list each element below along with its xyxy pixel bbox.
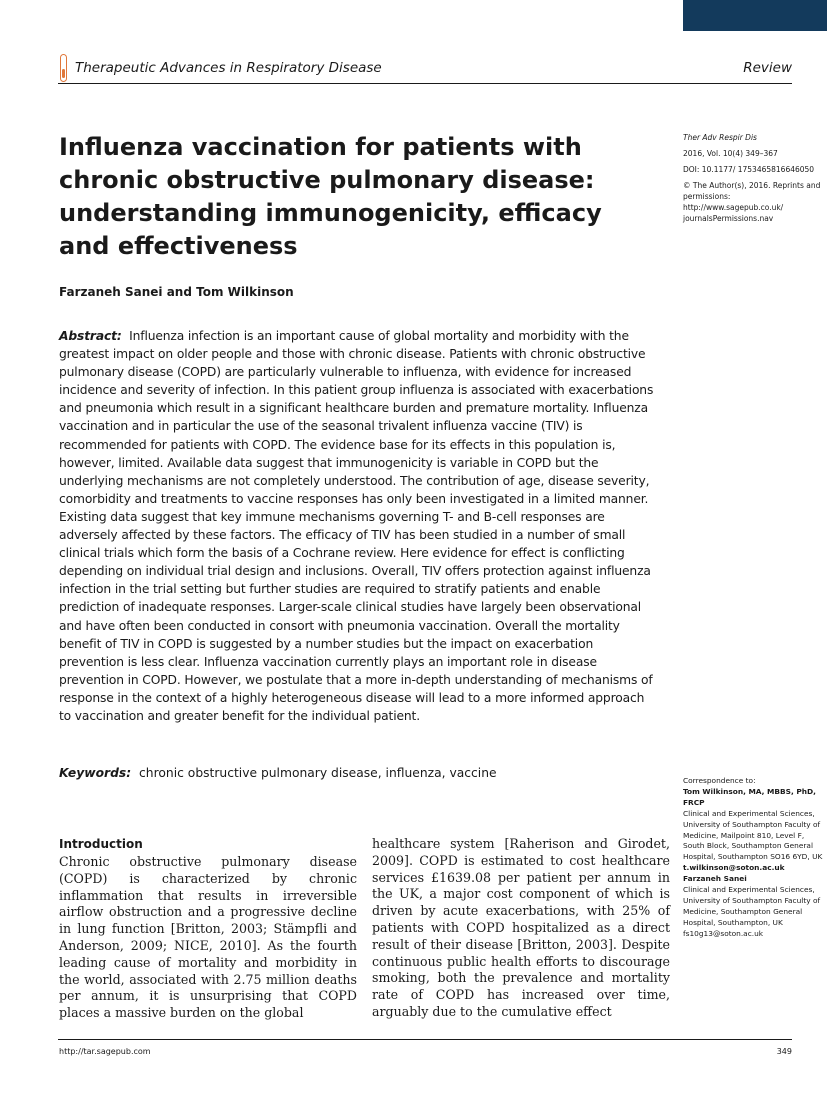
- footer-divider: [58, 1039, 792, 1040]
- body-text-left: Chronic obstructive pulmonary disease (COPD) is characterized by chronic inflammation that results in irreversible airflow obstruction and a progressive decline in lung function [Britton, 2003; Stämpfli and Anderson, 2009; NICE, 2010]. As the fourth leading cause of mortality and morbidity in the world, associated with 2.75 million deaths per annum, it is unsurprising that COPD places a massive burden on the global: [59, 854, 357, 1021]
- correspondent-name: Tom Wilkinson, MA, MBBS, PhD, FRCP: [683, 786, 816, 807]
- corner-color-block: [683, 0, 827, 31]
- abstract-label: Abstract:: [59, 329, 122, 343]
- journal-abbreviation: Ther Adv Respir Dis: [683, 133, 757, 142]
- article-authors: Farzaneh Sanei and Tom Wilkinson: [59, 285, 294, 299]
- journal-tab-icon: [60, 54, 67, 82]
- footer-url[interactable]: http://tar.sagepub.com: [59, 1047, 151, 1056]
- coauthor-name: Farzaneh Sanei: [683, 874, 747, 884]
- article-meta: [683, 132, 823, 229]
- coauthor-email[interactable]: fs10g13@soton.ac.uk: [683, 928, 764, 938]
- coauthor-affiliation: Clinical and Experimental Sciences, University of Southampton Faculty of Medicine, Southampton General Hospital, Southampton, UK: [683, 885, 821, 927]
- correspondent-affiliation: Clinical and Experimental Sciences, University of Southampton Faculty of Medicine, Mailpoint 810, Level F, South Block, Southampton General Hospital, Southampton SO16 6YD, UK: [683, 808, 823, 862]
- body-column-right: [372, 836, 670, 1021]
- article-title: Influenza vaccination for patients with chronic obstructive pulmonary disease: understanding immunogenicity, efficacy and effectiveness: [59, 133, 602, 260]
- doi: DOI: 10.1177/ 1753465816646050: [683, 165, 815, 174]
- page-number: 349: [776, 1047, 792, 1056]
- abstract: [59, 327, 659, 725]
- correspondence-label: Correspondence to:: [683, 776, 756, 785]
- journal-header: [58, 53, 792, 84]
- keywords-text: chronic obstructive pulmonary disease, influenza, vaccine: [139, 766, 497, 780]
- keywords-label: Keywords:: [59, 766, 132, 780]
- volume-info: 2016, Vol. 10(4) 349–367: [683, 149, 778, 158]
- correspondent-email[interactable]: t.wilkinson@soton.ac.uk: [683, 863, 785, 873]
- article-type: Review: [743, 60, 792, 76]
- copyright-notice: © The Author(s), 2016. Reprints and permissions: http://www.sagepub.co.uk/ journalsPermissions.nav: [683, 181, 821, 223]
- correspondence: [683, 776, 823, 940]
- journal-name: Therapeutic Advances in Respiratory Disease: [75, 60, 382, 76]
- body-column-left: [59, 836, 357, 1022]
- abstract-text: Influenza infection is an important cause of global mortality and morbidity with the greatest impact on older people and those with chronic disease. Patients with chronic obstructive pulmonary disease (COPD) are particularly vulnerable to influenza, with evidence for increased incidence and severity of infection. In this patient group influenza is associated with exacerbations and pneumonia which result in a significant healthcare burden and premature mortality. Influenza vaccination and in particular the use of the seasonal trivalent influenza vaccine (TIV) is recommended for patients with COPD. The evidence base for its effects in this population is, however, limited. Available data suggest that immunogenicity is variable in COPD but the underlying mechanisms are not completely understood. The contribution of age, disease severity, comorbidity and treatments to vaccine responses has only been investigated in a limited manner. Existing data suggest that key immune mechanisms governing T- and B-cell responses are adversely affected by these factors. The efficacy of TIV has been studied in a number of small clinical trials which form the basis of a Cochrane review. Here evidence for effect is conflicting depending on individual trial design and inclusions. Overall, TIV offers protection against influenza infection in the trial setting but further studies are required to stratify patients and enable prediction of inadequate responses. Larger-scale clinical studies have largely been observational and have often been conducted in consort with pneumonia vaccination. Overall the mortality benefit of TIV in COPD is suggested by a number studies but the impact on exacerbation prevention is less clear. Influenza vaccination currently plays an important role in disease prevention in COPD. However, we postulate that a more in-depth understanding of mechanisms of response in the context of a highly heterogeneous disease will lead to a more informed approach to vaccination and greater benefit for the individual patient.: [59, 329, 654, 723]
- keywords: [59, 766, 659, 780]
- section-heading-introduction: Introduction: [59, 837, 143, 851]
- body-text-right: healthcare system [Raherison and Girodet, 2009]. COPD is estimated to cost healthcare services £1639.08 per patient per annum in the UK, a major cost component of which is driven by acute exacerbations, with 25% of patients with COPD hospitalized as a direct result of their disease [Britton, 2003]. Despite continuous public health efforts to discourage smoking, both the prevalence and mortality rate of COPD has increased over time, arguably due to the cumulative effect: [372, 836, 670, 1019]
